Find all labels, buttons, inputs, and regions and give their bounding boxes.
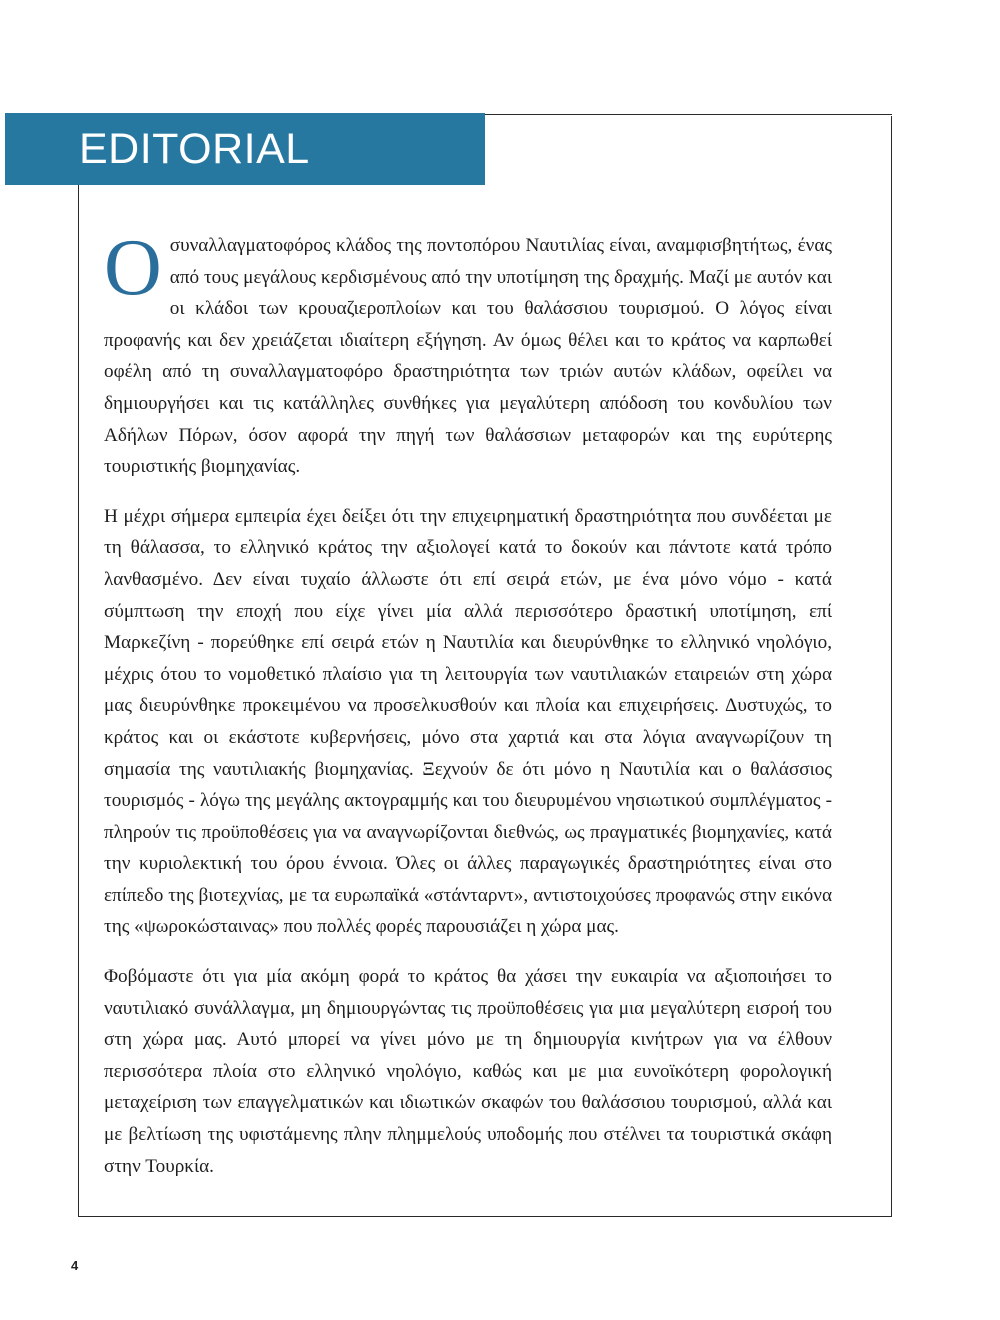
frame-top-rule <box>484 114 892 115</box>
paragraph-1-text: συναλλαγματοφόρος κλάδος της ποντοπόρου Ναυτιλίας είναι, αναμφισβητήτως, ένας από τους μεγάλους κερδισμένους από την υποτίμηση της δραχμής. Μαζί με αυτόν και οι κλάδοι των κρουαζιεροπλοίων και του θαλάσσιου τουρισμού. Ο λόγος είναι προφανής και δεν χρειάζεται ιδιαίτερη εξήγηση. Αν όμως θέλει και το κράτος να καρπωθεί οφέλη από τη συναλλαγματοφόρο δραστηριότητα των τριών αυτών κλάδων, οφείλει να δημιουργήσει και τις κατάλληλες συνθήκες για μεγαλύτερη απόδοση του κονδυλίου των Αδήλων Πόρων, όσον αφορά την πηγή των θαλάσσιων μεταφορών και της ευρύτερης τουριστικής βιομηχανίας. <box>104 235 832 478</box>
page-number: 4 <box>71 1258 79 1273</box>
page-title: EDITORIAL <box>79 124 310 173</box>
editorial-banner <box>5 113 485 185</box>
drop-cap: Ο <box>104 224 162 312</box>
paragraph-2: Η μέχρι σήμερα εμπειρία έχει δείξει ότι την επιχειρηματική δραστηριότητα που συνδέεται με τη θάλασσα, το ελληνικό κράτος την αξιολογεί κατά το δοκούν και πάντοτε κατά τρόπο λανθασμένο. Δεν είναι τυχαίο άλλωστε ότι επί σειρά ετών, με ένα μόνο νόμο - κατά σύμπτωση την εποχή που είχε γίνει μία αλλά περισσότερο δραστική υποτίμηση, επί Μαρκεζίνη - ​​πορεύθηκε επί σειρά ετών η Ναυτιλία και διευρύνθηκε το ελληνικό νηολόγιο, μέχρις ότου το νομοθετικό πλαίσιο για τη λειτουργία των ναυτιλιακών εταιρειών στη χώρα μας διευρύνθηκε προκειμένου να προσελκυσθούν και πλοία και επιχειρήσεις. Δυστυχώς, το κράτος και οι εκάστοτε κυβερνήσεις, μόνο στα χαρτιά και στα λόγια αναγνωρίζουν τη σημασία της ναυτιλιακής βιομηχανίας. Ξεχνούν δε ότι μόνο η Ναυτιλία και ο θαλάσσιος τουρισμός - λόγω της μεγάλης ακτογραμμής και του διευρυμένου νησιωτικού συμπλέγματος - πληρούν τις προϋποθέσεις για να αναγνωρίζονται διεθνώς, ως πραγματικές βιομηχανίες, κατά την κυριολεκτική του όρου έννοια. Όλες οι άλλες παραγωγικές δραστηριότητες είναι στο επίπεδο της βιοτεχνίας, με τα ευρωπαϊκά «στάνταρντ», αντιστοιχούσες προφανώς στην εικόνα της «ψωροκώσταινας» που πολλές φορές παρουσιάζει η χώρα μας. <box>104 505 832 938</box>
article-body <box>104 224 832 1182</box>
paragraph-1 <box>104 224 832 483</box>
paragraph-3: Φοβόμαστε ότι για μία ακόμη φορά το κράτος θα χάσει την ευκαιρία να αξιοποιήσει το ναυτιλιακό συνάλλαγμα, μη δημιουργώντας τις προϋποθέσεις για μια μεγαλύτερη εισροή του στη χώρα μας. Αυτό μπορεί να γίνει μόνο με τη δημιουργία κινήτρων για να έλθουν περισσότερα πλοία στο ελληνικό νηολόγιο, καθώς και με μια ευνοϊκότερη φορολογική μεταχείριση των επαγγελματικών και ιδιωτικών σκαφών του θαλάσσιου τουρισμού, αλλά και με βελτίωση της υφιστάμενης πλην πλημμελούς υποδομής που στέλνει τα τουριστικά σκάφη στην Τουρκία. <box>104 966 832 1177</box>
